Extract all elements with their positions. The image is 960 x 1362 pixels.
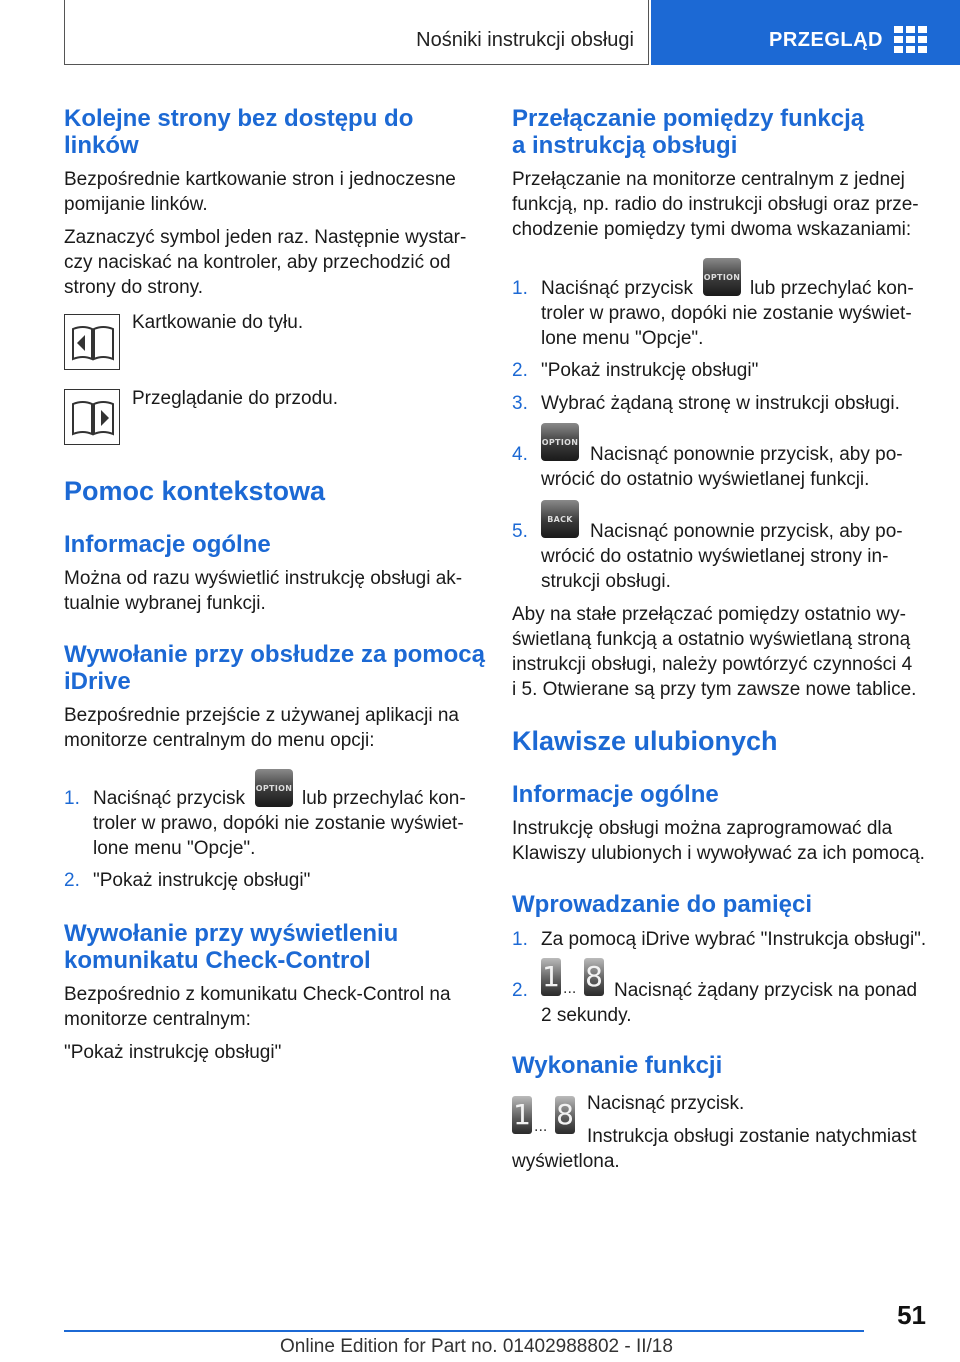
paragraph: Zaznaczyć symbol jeden raz. Następnie wystar-: [64, 227, 467, 248]
list-number: 4.: [512, 444, 528, 465]
list-item: Nacisnąć żądany przycisk na ponad: [614, 980, 918, 1001]
subsection-title: Wprowadzanie do pamięci: [512, 891, 813, 918]
paragraph: Bezpośrednie przejście z używanej aplikacji na: [64, 705, 459, 726]
subsection-title: Wywołanie przy obsłudze za pomocą: [64, 641, 485, 668]
section-title-switch-cont: a instrukcją obsługi: [512, 132, 738, 159]
back-button-icon: BACK: [541, 500, 579, 538]
list-item: Nacisnąć ponownie przycisk, aby po-: [590, 444, 903, 465]
ellipsis: ...: [563, 980, 577, 997]
paragraph: pomijanie linków.: [64, 194, 208, 215]
list-item: troler w prawo, dopóki nie zostanie wyświet-: [93, 813, 464, 834]
icon-caption: Kartkowanie do tyłu.: [132, 312, 304, 333]
subsection-title: Wywołanie przy wyświetleniu: [64, 920, 399, 947]
paragraph: strony do strony.: [64, 277, 204, 298]
paragraph: czy naciskać na kontroler, aby przechodzić od: [64, 252, 451, 273]
paragraph: Instrukcja obsługi zostanie natychmiast: [587, 1126, 917, 1147]
list-item: lub przechylać kon-: [302, 788, 466, 809]
list-item: strukcji obsługi.: [541, 571, 671, 592]
paragraph: monitorze centralnym do menu opcji:: [64, 730, 375, 751]
header-title: Nośniki instrukcji obsługi: [416, 29, 634, 51]
option-button-icon: OPTION: [541, 423, 579, 461]
paragraph: monitorze centralnym:: [64, 1009, 251, 1030]
paragraph: Bezpośrednio z komunikatu Check-Control na: [64, 984, 451, 1005]
list-item: wrócić do ostatnio wyświetlanej funkcji.: [541, 469, 870, 490]
list-number: 2.: [512, 980, 528, 1001]
section-title-pages: Kolejne strony bez dostępu do: [64, 105, 414, 132]
list-item: lub przechylać kon-: [750, 278, 914, 299]
section-title-pages-cont: linków: [64, 132, 139, 159]
section-title-switch: Przełączanie pomiędzy funkcją: [512, 105, 865, 132]
paragraph: instrukcji obsługi, należy powtórzyć czynności 4: [512, 654, 913, 675]
list-item: Wybrać żądaną stronę w instrukcji obsługi.: [541, 393, 900, 414]
list-item: lone menu "Opcje".: [93, 838, 256, 859]
list-item: troler w prawo, dopóki nie zostanie wyświet-: [541, 303, 912, 324]
list-item: lone menu "Opcje".: [541, 328, 704, 349]
paragraph: wyświetlona.: [512, 1151, 620, 1172]
list-number: 3.: [512, 393, 528, 414]
favorite-key-1-icon: 1: [512, 1096, 532, 1134]
book-forward-icon: [64, 389, 120, 445]
favorite-key-1-icon: 1: [541, 958, 561, 996]
paragraph: Przełączanie na monitorze centralnym z jednej: [512, 169, 905, 190]
list-number: 1.: [512, 278, 528, 299]
list-number: 2.: [512, 360, 528, 381]
list-item: Naciśnąć przycisk: [541, 278, 694, 299]
header-box: [64, 0, 649, 65]
page-number: 51: [897, 1300, 926, 1330]
option-button-icon: OPTION: [255, 769, 293, 807]
list-number: 2.: [64, 870, 80, 891]
paragraph: chodzenie pomiędzy tymi dwoma wskazaniami:: [512, 219, 912, 240]
list-item: "Pokaż instrukcję obsługi": [541, 360, 759, 381]
list-item: Nacisnąć ponownie przycisk, aby po-: [590, 521, 903, 542]
favorite-key-8-icon: 8: [555, 1096, 575, 1134]
paragraph: Można od razu wyświetlić instrukcję obsługi ak-: [64, 568, 463, 589]
list-number: 1.: [64, 788, 80, 809]
list-item: Za pomocą iDrive wybrać "Instrukcja obsługi".: [541, 929, 927, 950]
list-number: 5.: [512, 521, 528, 542]
paragraph: Nacisnąć przycisk.: [587, 1093, 745, 1114]
paragraph: funkcją, np. radio do instrukcji obsługi oraz prze-: [512, 194, 919, 215]
subsection-title: iDrive: [64, 668, 131, 695]
paragraph: Bezpośrednie kartkowanie stron i jednoczesne: [64, 169, 456, 190]
book-back-icon: [64, 314, 120, 370]
paragraph: Klawiszy ulubionych i wywoływać za ich pomocą.: [512, 843, 925, 864]
subsection-title: Wykonanie funkcji: [512, 1052, 723, 1079]
footer-edition: Online Edition for Part no. 01402988802 - II/18: [280, 1336, 673, 1357]
list-item: wrócić do ostatnio wyświetlanej strony in-: [541, 546, 889, 567]
list-item: "Pokaż instrukcję obsługi": [93, 870, 311, 891]
icon-caption: Przeglądanie do przodu.: [132, 388, 338, 409]
overview-tab[interactable]: [651, 0, 960, 65]
paragraph: i 5. Otwierane są przy tym zawsze nowe tablice.: [512, 679, 917, 700]
favorite-key-8-icon: 8: [584, 958, 604, 996]
paragraph: Instrukcję obsługi można zaprogramować dla: [512, 818, 893, 839]
paragraph: Aby na stałe przełączać pomiędzy ostatnio wy-: [512, 604, 906, 625]
option-button-icon: OPTION: [703, 258, 741, 296]
list-item: 2 sekundy.: [541, 1005, 632, 1026]
paragraph: świetlaną funkcją a ostatnio wyświetlaną stroną: [512, 629, 911, 650]
overview-tab-label: PRZEGLĄD: [769, 29, 883, 51]
list-item: Naciśnąć przycisk: [93, 788, 246, 809]
footer-divider: [64, 1330, 864, 1332]
section-title-help: Pomoc kontekstowa: [64, 476, 326, 506]
subsection-title: Informacje ogólne: [512, 781, 719, 808]
grid-menu-icon: [894, 26, 927, 53]
list-number: 1.: [512, 929, 528, 950]
paragraph: tualnie wybranej funkcji.: [64, 593, 266, 614]
subsection-title: Informacje ogólne: [64, 531, 271, 558]
ellipsis: ...: [534, 1118, 548, 1135]
section-title-favorites: Klawisze ulubionych: [512, 726, 778, 756]
subsection-title: komunikatu Check-Control: [64, 947, 371, 974]
paragraph: "Pokaż instrukcję obsługi": [64, 1042, 282, 1063]
